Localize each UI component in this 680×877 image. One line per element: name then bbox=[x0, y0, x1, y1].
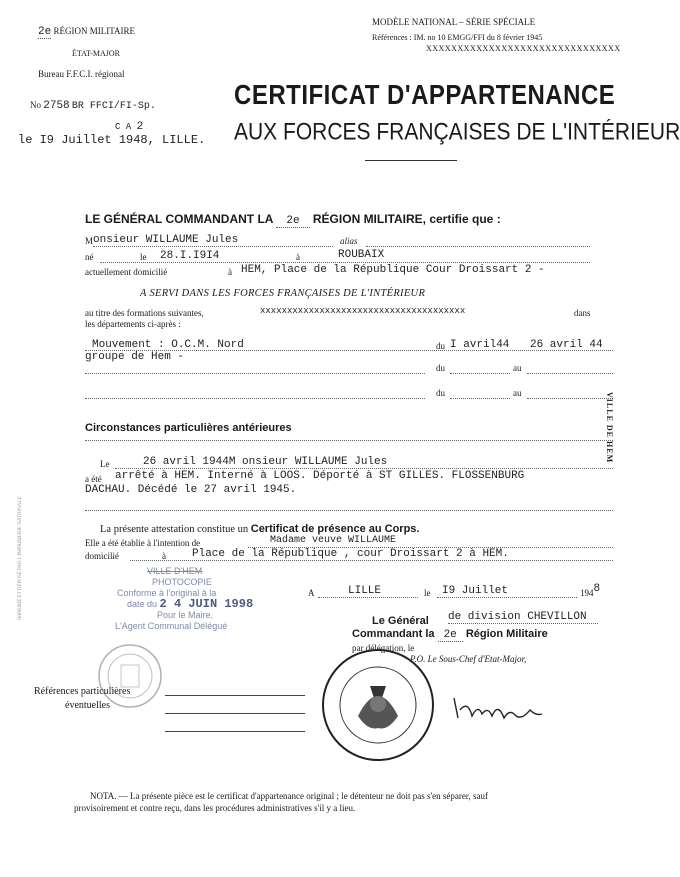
birth-date: 28.I.I9I4 bbox=[160, 250, 220, 262]
general-certifies bbox=[85, 212, 501, 227]
general-prefix: LE GÉNÉRAL COMMANDANT LA bbox=[85, 212, 273, 226]
attestation-domicile: Place de la République , cour Droissart 2 à HEM. bbox=[192, 548, 509, 560]
attestation-bold: Certificat de présence au Corps. bbox=[250, 523, 420, 535]
ca-value: 2 bbox=[136, 121, 144, 133]
au-label-3: au bbox=[513, 388, 522, 398]
sig-general-dotline bbox=[448, 623, 598, 624]
circ-dotline-1 bbox=[115, 468, 613, 469]
stamp-line-4 bbox=[95, 599, 253, 610]
stamp-line-1: VILLE D'HEM bbox=[147, 566, 203, 576]
formations-line1: au titre des formations suivantes, bbox=[85, 308, 204, 318]
sig-commandant bbox=[352, 628, 548, 641]
au-label-2: au bbox=[513, 363, 522, 373]
references-line: Références : IM. no 10 EMGG/FFI du 8 février 1945 bbox=[372, 33, 543, 42]
beneficiary: Madame veuve WILLAUME bbox=[270, 535, 397, 546]
title-line-1: CERTIFICAT D'APPARTENANCE bbox=[234, 80, 616, 112]
no-prefix: No bbox=[30, 100, 41, 110]
birth-a-label: à bbox=[296, 252, 300, 262]
official-round-stamp bbox=[318, 646, 438, 764]
general-region: 2e bbox=[276, 215, 309, 228]
sig-place: LILLE bbox=[348, 585, 382, 597]
no-value: 2758 bbox=[43, 100, 70, 112]
circ-a-ete: a été bbox=[85, 474, 102, 484]
du-label-3: du bbox=[436, 388, 445, 398]
circ-text-3: DACHAU. Décédé le 27 avril 1945. bbox=[85, 484, 297, 496]
sig-date: I9 Juillet bbox=[442, 585, 509, 597]
sig-general-label: Le Général bbox=[372, 615, 429, 627]
sig-date-dotline bbox=[437, 597, 577, 598]
attestation-line-1 bbox=[100, 523, 419, 535]
reference-number bbox=[30, 100, 156, 112]
title-line-2: AUX FORCES FRANÇAISES DE L'INTÉRIEUR bbox=[234, 119, 680, 146]
ca-label: C A bbox=[115, 122, 132, 132]
circ-dotline-0 bbox=[85, 440, 613, 441]
nota-label: NOTA. bbox=[90, 791, 117, 801]
stamp-date-label: date du bbox=[127, 599, 158, 609]
formation-dotline-3a bbox=[85, 398, 425, 399]
stamp-line-6: L'Agent Communal Délégué bbox=[115, 621, 228, 631]
person-name: onsieur WILLAUME Jules bbox=[93, 234, 239, 246]
references-line-2 bbox=[165, 713, 305, 714]
circonstances-title: Circonstances particulières antérieures bbox=[85, 422, 292, 434]
du-label-1: du bbox=[436, 341, 445, 351]
references-particulieres: Références particulières bbox=[34, 686, 131, 697]
formation-dotline-3c bbox=[527, 398, 613, 399]
sig-po: P.O. Le Sous-Chef d'Etat-Major, bbox=[410, 654, 527, 664]
sig-commandant-suffix: Région Militaire bbox=[465, 628, 548, 640]
bureau-label: Bureau F.F.C.I. régional bbox=[38, 69, 125, 79]
references-line-1 bbox=[165, 695, 305, 696]
title-underline bbox=[365, 160, 457, 161]
formation-entry-1b: groupe de Hem - bbox=[85, 351, 185, 363]
region-label: RÉGION MILITAIRE bbox=[53, 26, 135, 36]
formation-dotline-2c bbox=[527, 373, 613, 374]
formations-line2: les départements ci-après : bbox=[85, 319, 181, 329]
general-suffix: RÉGION MILITAIRE, certifie que : bbox=[312, 212, 501, 226]
formation-dotline-3b bbox=[450, 398, 510, 399]
formation-dotline-2b bbox=[450, 373, 510, 374]
stamp-date: 2 4 JUIN 1998 bbox=[159, 597, 254, 611]
du-value-1: I avril44 bbox=[450, 339, 510, 351]
modele-national: MODÈLE NATIONAL – SÉRIE SPÉCIALE bbox=[372, 17, 536, 27]
sig-year-prefix: 194 bbox=[580, 588, 594, 598]
handwritten-signature bbox=[448, 690, 548, 730]
sig-year-suffix: 8 bbox=[593, 583, 601, 595]
references-line-3 bbox=[165, 731, 305, 732]
birth-dotline bbox=[100, 262, 590, 263]
name-dotline bbox=[93, 246, 333, 247]
alias-label: alias bbox=[340, 236, 358, 246]
sig-commandant-region: 2e bbox=[438, 629, 463, 642]
sig-general-name: de division CHEVILLON bbox=[448, 611, 587, 623]
circ-dotline-2 bbox=[85, 510, 613, 511]
formation-entry-1: Mouvement : O.C.M. Nord bbox=[92, 339, 244, 351]
region-number: 2e bbox=[38, 26, 52, 38]
attestation-domicile-label: domicilié bbox=[85, 551, 119, 561]
sig-delegation: par délégation, le bbox=[352, 643, 415, 653]
formation-dotline-2a bbox=[85, 373, 425, 374]
photocopy-stamp bbox=[95, 566, 253, 632]
stamp-line-2: PHOTOCOPIE bbox=[152, 577, 212, 587]
stamp-line-5: Pour le Maire, bbox=[157, 610, 214, 620]
issue-date: le I9 Juillet 1948, LILLE. bbox=[18, 133, 206, 147]
au-value-1: 26 avril 44 bbox=[530, 339, 603, 351]
nota-text-2: provisoirement et contre reçu, dans les procédures administratives s'il y a lieu. bbox=[74, 803, 356, 813]
nota-text-1: — La présente pièce est le certificat d'appartenance original ; le détenteur ne doit pas s'en séparer, sauf bbox=[116, 791, 488, 801]
circ-text-2: arrêté à HEM. Interné à LOOS. Déporté à ST GILLES. FLOSSENBURG bbox=[115, 470, 525, 482]
etat-major: ÉTAT-MAJOR bbox=[72, 49, 120, 58]
nota bbox=[90, 791, 488, 801]
formation-dotline-1 bbox=[85, 350, 613, 351]
circ-le: Le bbox=[100, 459, 110, 469]
sig-commandant-label: Commandant la bbox=[352, 628, 435, 640]
stamp-line-3: Conforme à l'original à la bbox=[117, 588, 217, 598]
birth-place: ROUBAIX bbox=[338, 249, 385, 261]
side-stamp-text: VILLE DE HEM bbox=[605, 392, 614, 464]
references-eventuelles: éventuelles bbox=[65, 700, 110, 711]
ne-label: né bbox=[85, 252, 94, 262]
le-label: le bbox=[140, 252, 147, 262]
m-label: M bbox=[85, 236, 94, 246]
sig-place-dotline bbox=[318, 597, 418, 598]
du-label-2: du bbox=[436, 363, 445, 373]
attestation-pre: La présente attestation constitue un bbox=[100, 524, 249, 535]
domicile-dotline bbox=[130, 560, 613, 561]
circ-text-1: 26 avril 1944M onsieur WILLAUME Jules bbox=[143, 456, 388, 468]
sig-le-label: le bbox=[424, 588, 431, 598]
attestation-domicile-a: à bbox=[162, 551, 166, 561]
domicile-value: HEM, Place de la République Cour Droissart 2 - bbox=[241, 264, 545, 276]
formations-dans: dans bbox=[574, 308, 591, 318]
domicile-a: à bbox=[228, 267, 232, 277]
formations-struck: xxxxxxxxxxxxxxxxxxxxxxxxxxxxxxxxxxxxxx bbox=[260, 306, 466, 316]
no-suffix: BR FFCI/FI-Sp. bbox=[71, 101, 156, 112]
printer-vertical-text: IMPRIMÉ ET DÉPOSÉ PAR L'IMPRIMERIE NATIONALE bbox=[18, 496, 23, 620]
attestation-line-2: Elle a été établie à l'intention de bbox=[85, 538, 201, 548]
ca-code bbox=[115, 121, 143, 133]
sig-year bbox=[580, 583, 601, 600]
domicile-label: actuellement domicilié bbox=[85, 267, 168, 277]
region-header bbox=[38, 26, 135, 38]
served-heading: A SERVI DANS LES FORCES FRANÇAISES DE L'INTÉRIEUR bbox=[140, 288, 426, 299]
sig-a-label: A bbox=[308, 588, 315, 598]
alias-dotline bbox=[366, 246, 590, 247]
struck-references: XXXXXXXXXXXXXXXXXXXXXXXXXXXXXXX bbox=[426, 44, 621, 53]
